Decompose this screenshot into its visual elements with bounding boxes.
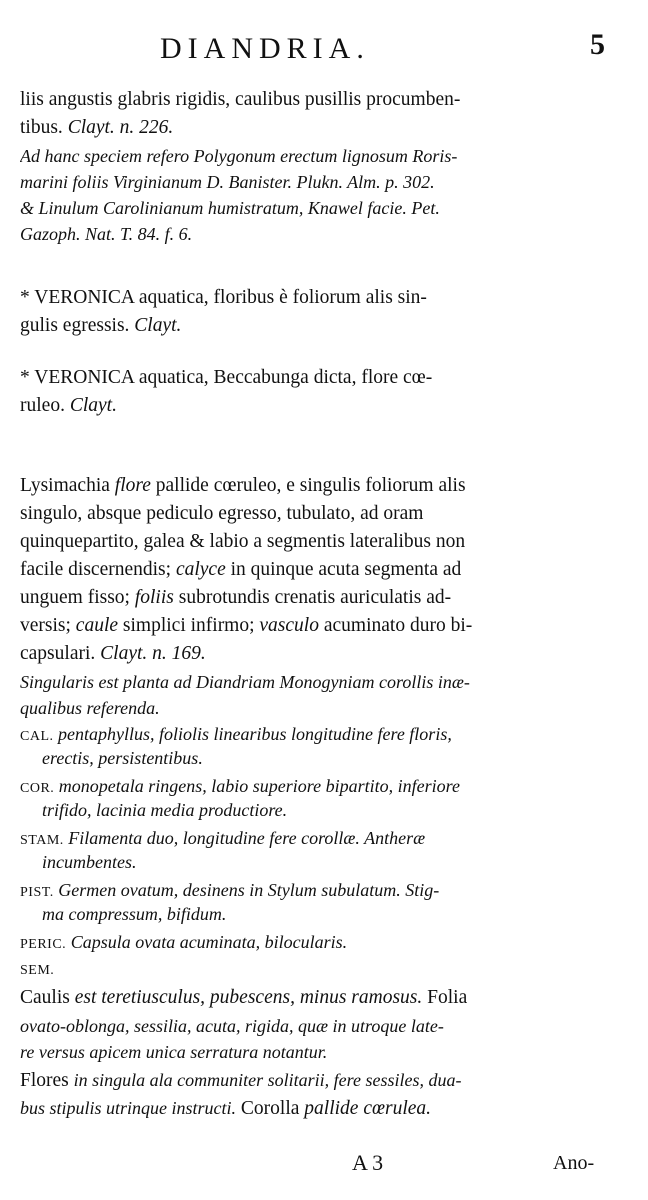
text-line: Gazoph. Nat. T. 84. f. 6. xyxy=(20,224,193,244)
catchword: Ano- xyxy=(553,1152,595,1174)
text-line: gulis egressis. Clayt. xyxy=(20,315,182,336)
char-sem: SEM. xyxy=(20,963,55,978)
text-line: ma compressum, bifidum. xyxy=(42,904,227,924)
text-line: unguem fisso; foliis subrotundis crenatis auriculatis ad- xyxy=(20,587,452,608)
char-cor: COR. monopetala ringens, labio superiore bipartito, inferiore xyxy=(20,776,460,796)
text-line: quinquepartito, galea & labio a segmentis lateralibus non xyxy=(20,531,466,552)
text-line: liis angustis glabris rigidis, caulibus pusillis procumben- xyxy=(20,89,461,110)
char-peric: PERIC. Capsula ovata acuminata, bilocularis. xyxy=(20,932,348,952)
species-entry: * VERONICA aquatica, floribus è foliorum alis sin- xyxy=(20,287,427,308)
running-head: DIANDRIA. xyxy=(160,32,370,65)
text-line: ruleo. Clayt. xyxy=(20,395,117,416)
text-line: capsulari. Clayt. n. 169. xyxy=(20,643,206,664)
text-line: re versus apicem unica serratura notantur. xyxy=(20,1042,328,1062)
text-line: Ad hanc speciem refero Polygonum erectum lignosum Roris- xyxy=(20,146,458,166)
text-line: tibus. Clayt. n. 226. xyxy=(20,117,174,138)
char-cal: CAL. pentaphyllus, foliolis linearibus longitudine fere floris, xyxy=(20,724,452,744)
char-stam: STAM. Filamenta duo, longitudine fere corollæ. Antheræ xyxy=(20,828,426,848)
text-line: singulo, absque pediculo egresso, tubulato, ad oram xyxy=(20,503,424,524)
text-line: bus stipulis utrinque instructi. Corolla pallide cœrulea. xyxy=(20,1098,432,1119)
text-line: trifido, lacinia media productiore. xyxy=(42,800,288,820)
species-entry: * VERONICA aquatica, Beccabunga dicta, flore cœ- xyxy=(20,367,433,388)
text-line: ovato-oblonga, sessilia, acuta, rigida, quæ in utroque late- xyxy=(20,1016,444,1036)
page-number: 5 xyxy=(590,28,605,61)
signature-mark: A 3 xyxy=(352,1150,384,1175)
text-line: versis; caule simplici infirmo; vasculo acuminato duro bi- xyxy=(20,615,473,636)
text-line: Singularis est planta ad Diandriam Monogyniam corollis inæ- xyxy=(20,672,470,692)
page-body xyxy=(20,0,632,1200)
text-line: facile discernendis; calyce in quinque acuta segmenta ad xyxy=(20,559,462,580)
text-line: qualibus referenda. xyxy=(20,698,160,718)
text-line: incumbentes. xyxy=(42,852,137,872)
text-line: Lysimachia flore pallide cœruleo, e singulis foliorum alis xyxy=(20,475,466,496)
text-line: erectis, persistentibus. xyxy=(42,748,203,768)
text-line: Caulis est teretiusculus, pubescens, minus ramosus. Folia xyxy=(20,987,468,1008)
char-pist: PIST. Germen ovatum, desinens in Stylum subulatum. Stig- xyxy=(20,880,440,900)
text-line: & Linulum Carolinianum humistratum, Knawel facie. Pet. xyxy=(20,198,440,218)
text-line: Flores in singula ala communiter solitarii, fere sessiles, dua- xyxy=(20,1070,462,1091)
text-line: marini foliis Virginianum D. Banister. Plukn. Alm. p. 302. xyxy=(20,172,435,192)
